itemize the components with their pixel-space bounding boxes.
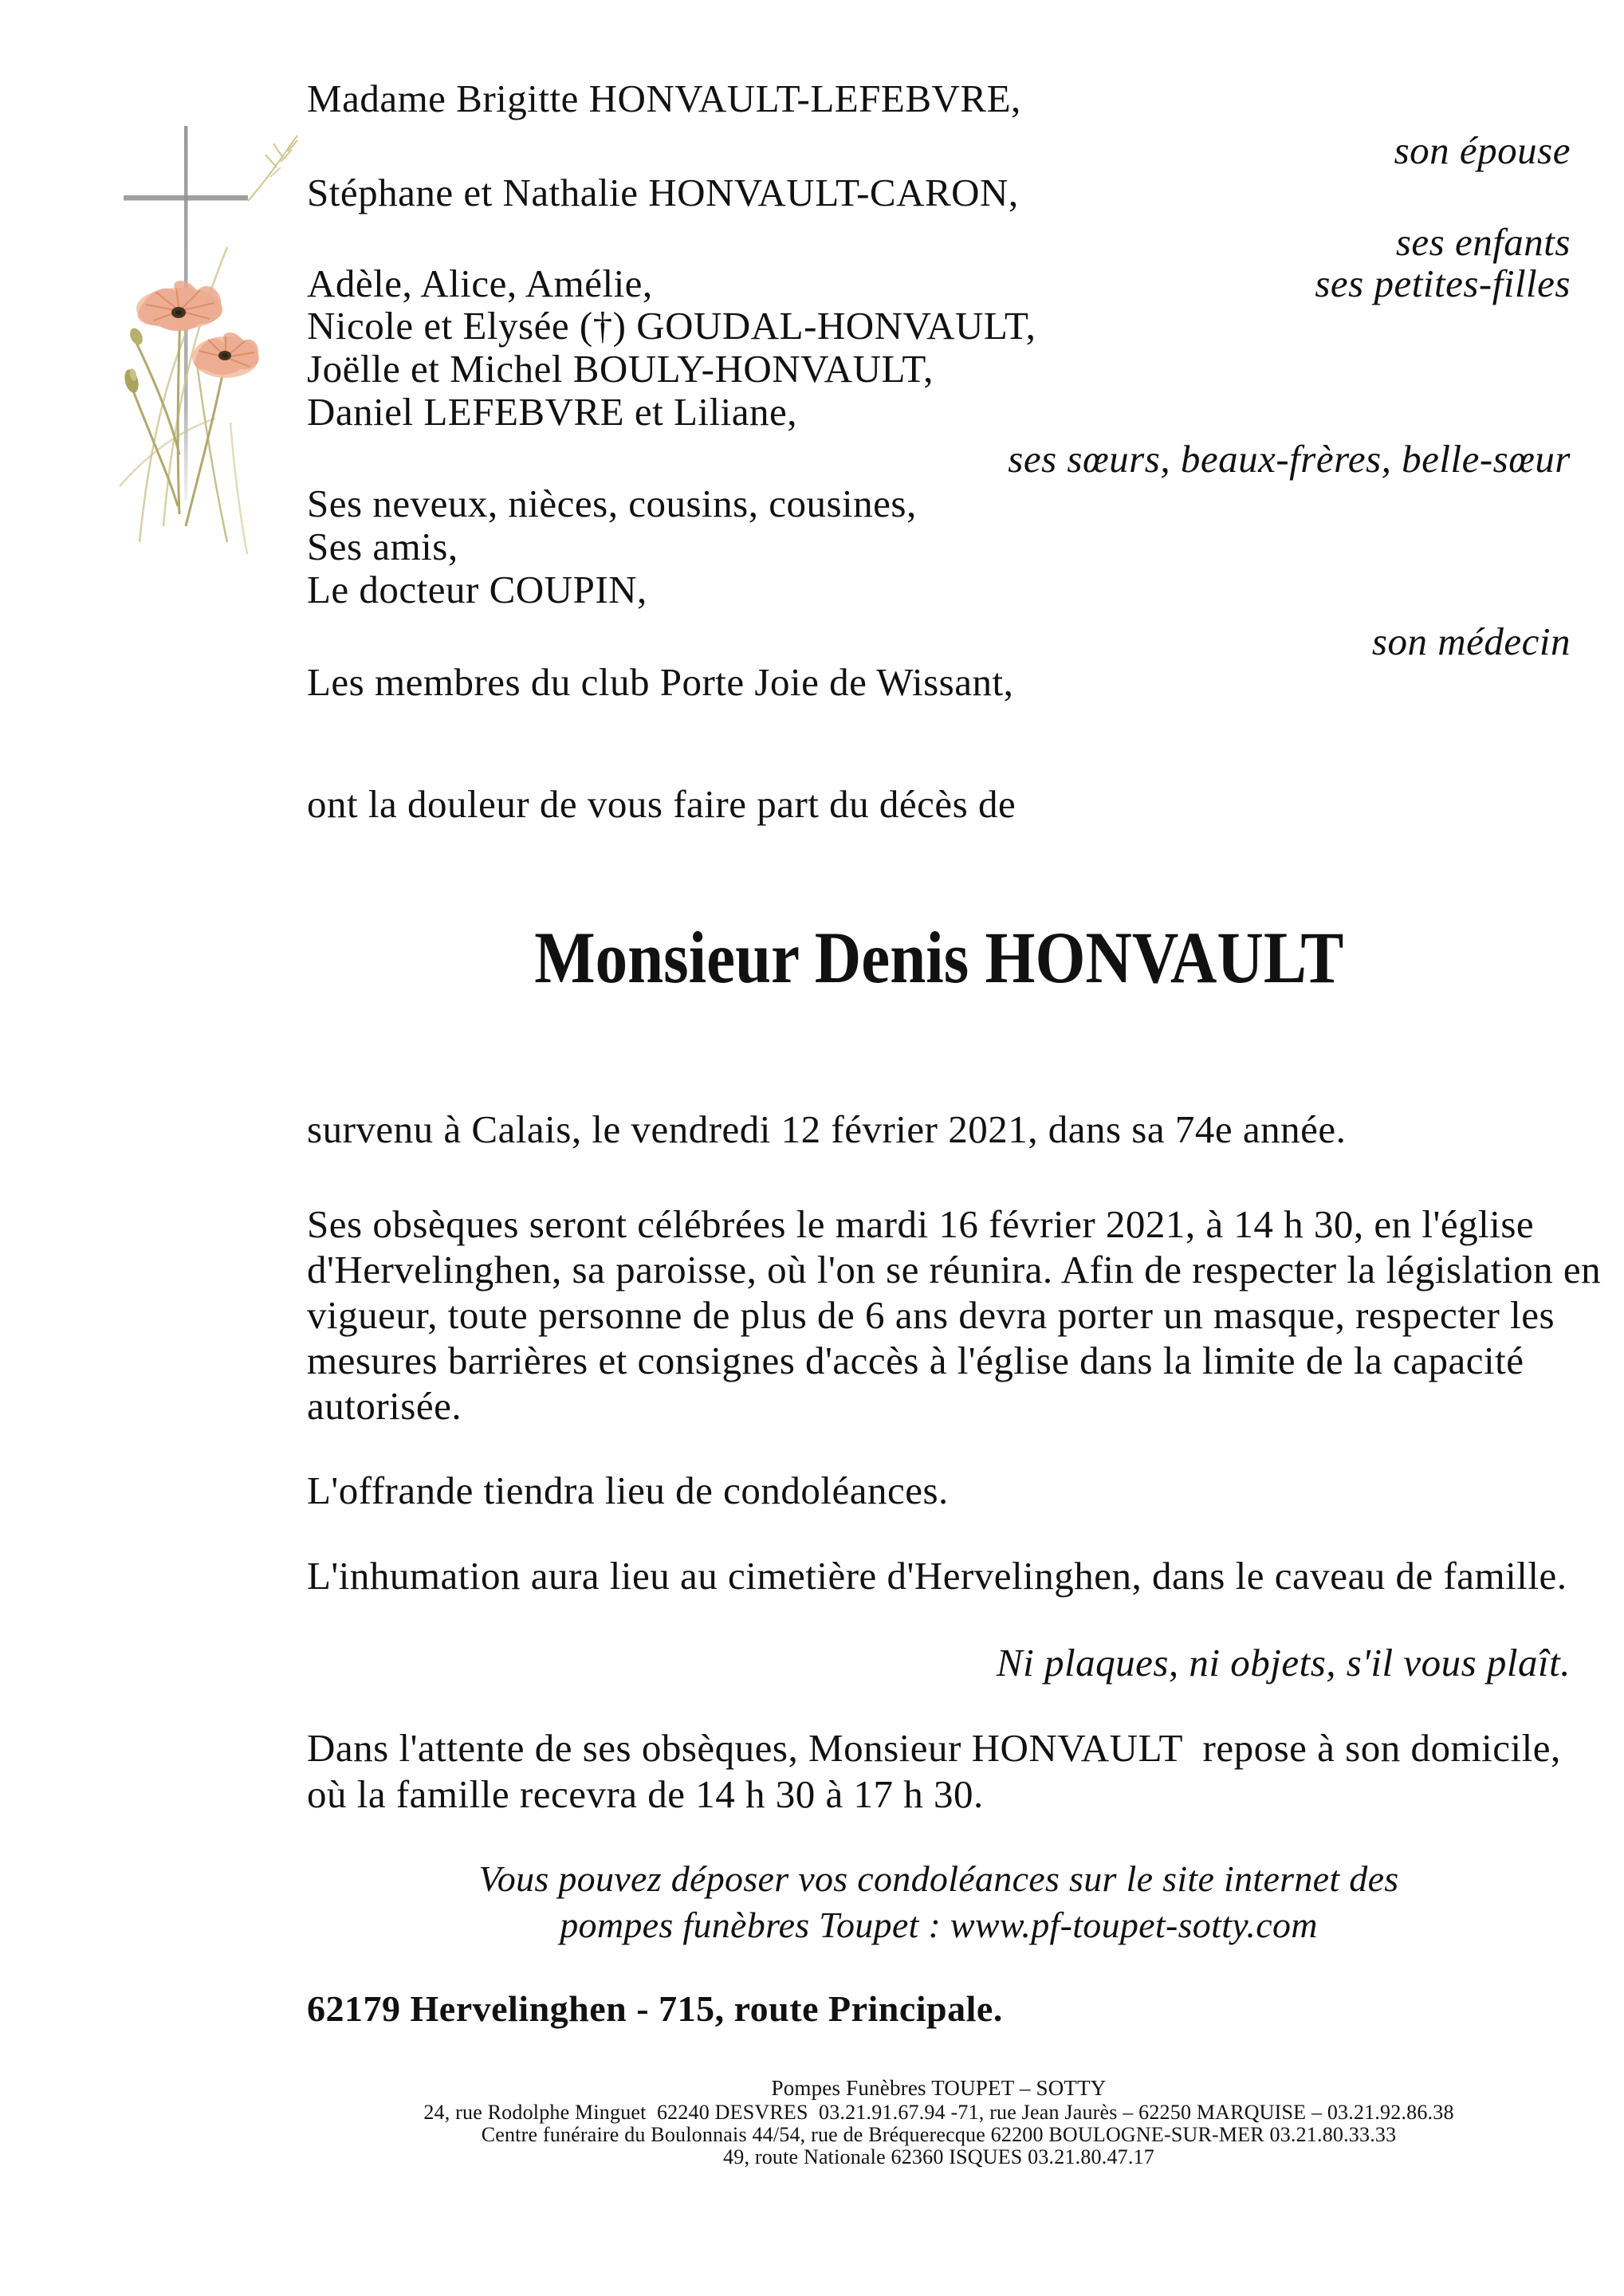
visitation-line-1: Dans l'attente de ses obsèques, Monsieur HONVAULT repose à son domicile, <box>307 1726 1561 1770</box>
mourner-children-role: ses enfants <box>1395 220 1571 264</box>
mourner-children-names: Stéphane et Nathalie HONVAULT-CARON, <box>307 171 1019 214</box>
ceremony-line-5: autorisée. <box>307 1384 462 1428</box>
ceremony-line-1: Ses obsèques seront célébrées le mardi 16 février 2021, à 14 h 30, en l'église <box>307 1202 1535 1246</box>
mourner-siblings-role: ses sœurs, beaux-frères, belle-sœur <box>1008 437 1571 481</box>
offering-line: L'offrande tiendra lieu de condoléances. <box>307 1468 949 1512</box>
footer-address-line-1: 24, rue Rodolphe Minguet 62240 DESVRES 03.21.91.67.94 -71, rue Jean Jaurès – 62250 MARQUISE – 03.21.92.86.38 <box>423 2101 1454 2124</box>
poppy-flower <box>192 332 259 378</box>
visitation-line-2: où la famille recevra de 14 h 30 à 17 h 30. <box>307 1772 984 1816</box>
website-notice-line-1: Vous pouvez déposer vos condoléances sur le site internet des <box>478 1858 1399 1899</box>
mourner-friends-line: Ses amis, <box>307 525 458 568</box>
website-notice-line-2: pompes funèbres Toupet : www.pf-toupet-sotty.com <box>560 1905 1318 1945</box>
mourner-granddaughters-names: Adèle, Alice, Amélie, <box>307 261 653 305</box>
death-line: survenu à Calais, le vendredi 12 février 2021, dans sa 74e année. <box>307 1107 1347 1151</box>
mourner-spouse-role: son épouse <box>1394 128 1571 172</box>
mourner-family-line-2: Joëlle et Michel BOULY-HONVAULT, <box>307 347 934 391</box>
cross-and-poppies-illustration <box>44 112 315 558</box>
mourner-family-line-1: Nicole et Elysée (†) GOUDAL-HONVAULT, <box>307 304 1036 348</box>
home-address: 62179 Hervelinghen - 715, route Principale. <box>307 1988 1003 2029</box>
mourner-family-line-3: Daniel LEFEBVRE et Liliane, <box>307 390 797 434</box>
ceremony-line-3: vigueur, toute personne de plus de 6 ans devra porter un masque, respecter les <box>307 1293 1555 1337</box>
footer-company-name: Pompes Funèbres TOUPET – SOTTY <box>771 2076 1107 2100</box>
burial-line: L'inhumation aura lieu au cimetière d'Hervelinghen, dans le caveau de famille. <box>307 1554 1567 1598</box>
footer-address-line-2: Centre funéraire du Boulonnais 44/54, rue de Bréquerecque 62200 BOULOGNE-SUR-MER 03.21.80.33.33 <box>481 2123 1397 2146</box>
poppy-flower <box>136 281 222 331</box>
ceremony-line-4: mesures barrières et consignes d'accès à l'église dans la limite de la capacité <box>307 1339 1524 1382</box>
mourner-granddaughters-role: ses petites-filles <box>1315 261 1571 305</box>
no-plaques-line: Ni plaques, ni objets, s'il vous plaît. <box>996 1641 1571 1685</box>
poppy-buds <box>122 326 145 394</box>
mourner-doctor-line: Le docteur COUPIN, <box>307 568 647 611</box>
mourner-spouse-name: Madame Brigitte HONVAULT-LEFEBVRE, <box>307 77 1021 120</box>
mourner-relatives-line: Ses neveux, nièces, cousins, cousines, <box>307 482 917 525</box>
mourner-club-line: Les membres du club Porte Joie de Wissant, <box>307 660 1014 704</box>
footer-address-line-3: 49, route Nationale 62360 ISQUES 03.21.80.47.17 <box>723 2145 1154 2168</box>
announcement-intro: ont la douleur de vous faire part du décès de <box>307 782 1016 826</box>
wheat-stalk <box>248 136 297 201</box>
deceased-name: Monsieur Denis HONVAULT <box>533 917 1344 998</box>
ceremony-line-2: d'Hervelinghen, sa paroisse, où l'on se réunira. Afin de respecter la législation en <box>307 1248 1602 1292</box>
mourner-doctor-role: son médecin <box>1371 619 1571 663</box>
